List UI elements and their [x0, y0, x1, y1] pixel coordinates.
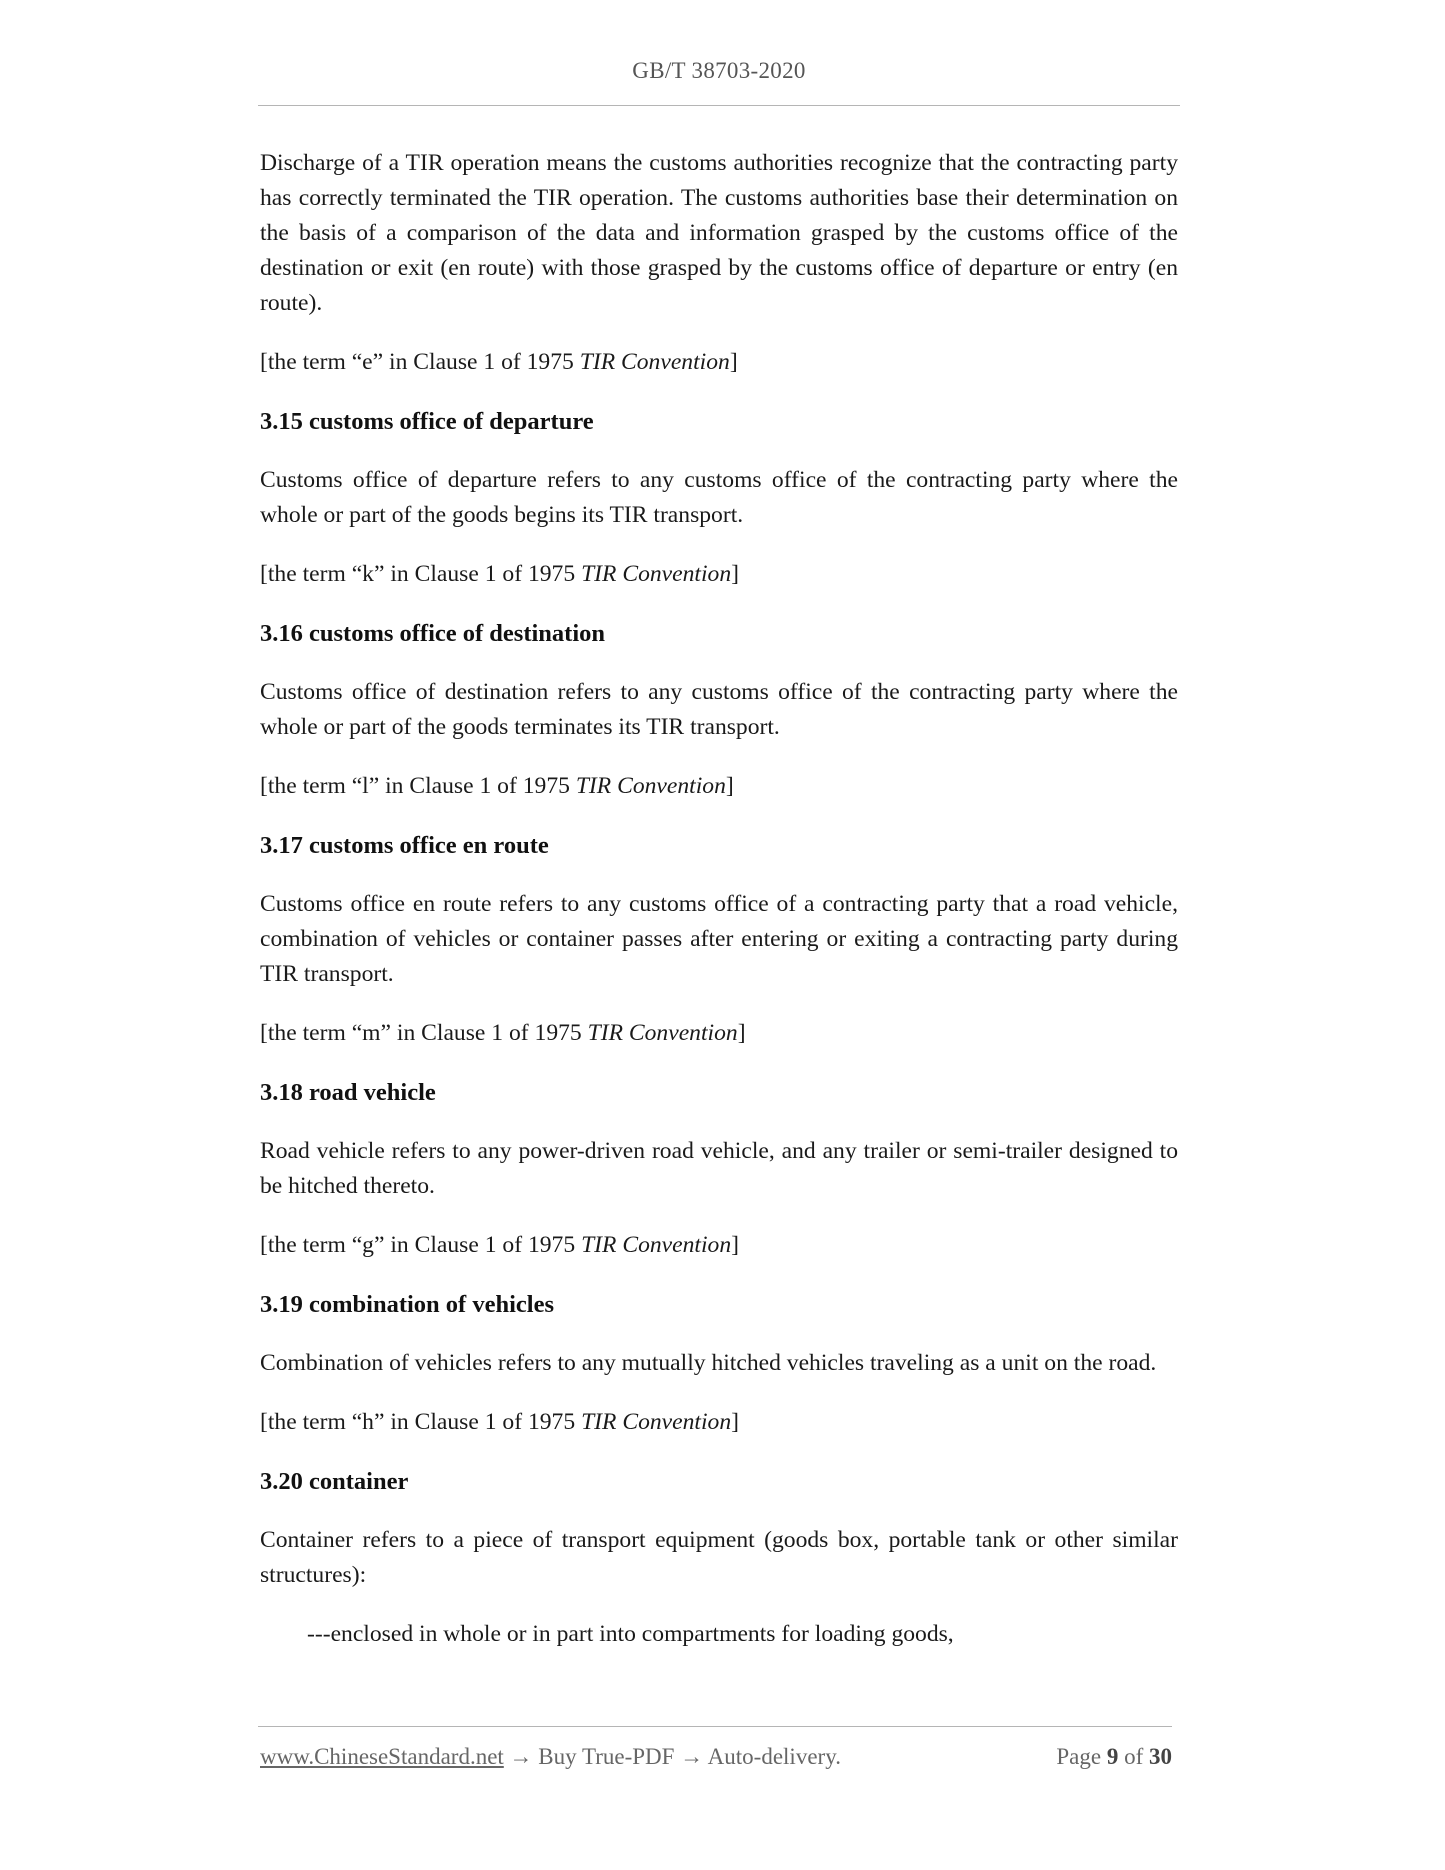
current-page: 9	[1106, 1744, 1119, 1769]
section-reference-3-16: [the term “l” in Clause 1 of 1975 TIR Convention]	[260, 773, 734, 799]
section-text-3-18: Road vehicle refers to any power-driven road vehicle, and any trailer or semi-trailer designed to be hitched thereto.	[260, 1138, 1178, 1199]
footer-links	[260, 1744, 841, 1770]
section-reference-3-18: [the term “g” in Clause 1 of 1975 TIR Convention]	[260, 1232, 739, 1258]
page-footer	[260, 1744, 1172, 1778]
section-heading-3-17: 3.17 customs office en route	[260, 832, 549, 859]
section-text-3-20: Container refers to a piece of transport equipment (goods box, portable tank or other similar structures):	[260, 1527, 1178, 1588]
total-pages: 30	[1149, 1744, 1172, 1769]
section-text-3-17: Customs office en route refers to any customs office of a contracting party that a road vehicle, combination of vehicles or container passes after entering or exiting a contracting party during TIR transport.	[260, 891, 1178, 987]
section-reference-3-17: [the term “m” in Clause 1 of 1975 TIR Convention]	[260, 1020, 746, 1046]
section-heading-3-18: 3.18 road vehicle	[260, 1079, 436, 1106]
section-heading-3-15: 3.15 customs office of departure	[260, 408, 594, 435]
section-text-3-19: Combination of vehicles refers to any mutually hitched vehicles traveling as a unit on the road.	[260, 1350, 1157, 1376]
page-label: Page	[1056, 1744, 1102, 1769]
page-header-title: GB/T 38703-2020	[632, 58, 806, 83]
intro-reference: [the term “e” in Clause 1 of 1975 TIR Convention]	[260, 349, 738, 375]
of-label: of	[1124, 1744, 1144, 1769]
section-text-3-16: Customs office of destination refers to any customs office of the contracting party where the whole or part of the goods terminates its TIR transport.	[260, 679, 1178, 740]
section-reference-3-15: [the term “k” in Clause 1 of 1975 TIR Convention]	[260, 561, 739, 587]
header-divider	[258, 105, 1180, 106]
section-reference-3-19: [the term “h” in Clause 1 of 1975 TIR Convention]	[260, 1409, 739, 1435]
section-heading-3-16: 3.16 customs office of destination	[260, 620, 606, 647]
arrow-right-icon: →	[509, 1744, 533, 1769]
auto-delivery-text: Auto-delivery.	[707, 1744, 841, 1769]
section-text-3-15: Customs office of departure refers to any customs office of the contracting party where the whole or part of the goods begins its TIR transport.	[260, 467, 1178, 528]
chinesestandard-link[interactable]: www.ChineseStandard.net	[260, 1744, 504, 1769]
section-heading-3-20: 3.20 container	[260, 1468, 409, 1495]
buy-true-pdf-text: Buy True-PDF	[538, 1744, 675, 1769]
footer-divider	[258, 1726, 1172, 1727]
list-item: ---enclosed in whole or in part into compartments for loading goods,	[307, 1621, 954, 1647]
page-number	[1056, 1744, 1172, 1770]
arrow-right-icon: →	[680, 1744, 704, 1769]
intro-paragraph: Discharge of a TIR operation means the customs authorities recognize that the contracting party has correctly terminated the TIR operation. The customs authorities base their determination on the basis of a comparison of the data and information grasped by the customs office of the destination or exit (en route) with those grasped by the customs office of departure or entry (en route).	[260, 150, 1178, 316]
section-heading-3-19: 3.19 combination of vehicles	[260, 1291, 554, 1318]
document-body	[260, 146, 1178, 1652]
